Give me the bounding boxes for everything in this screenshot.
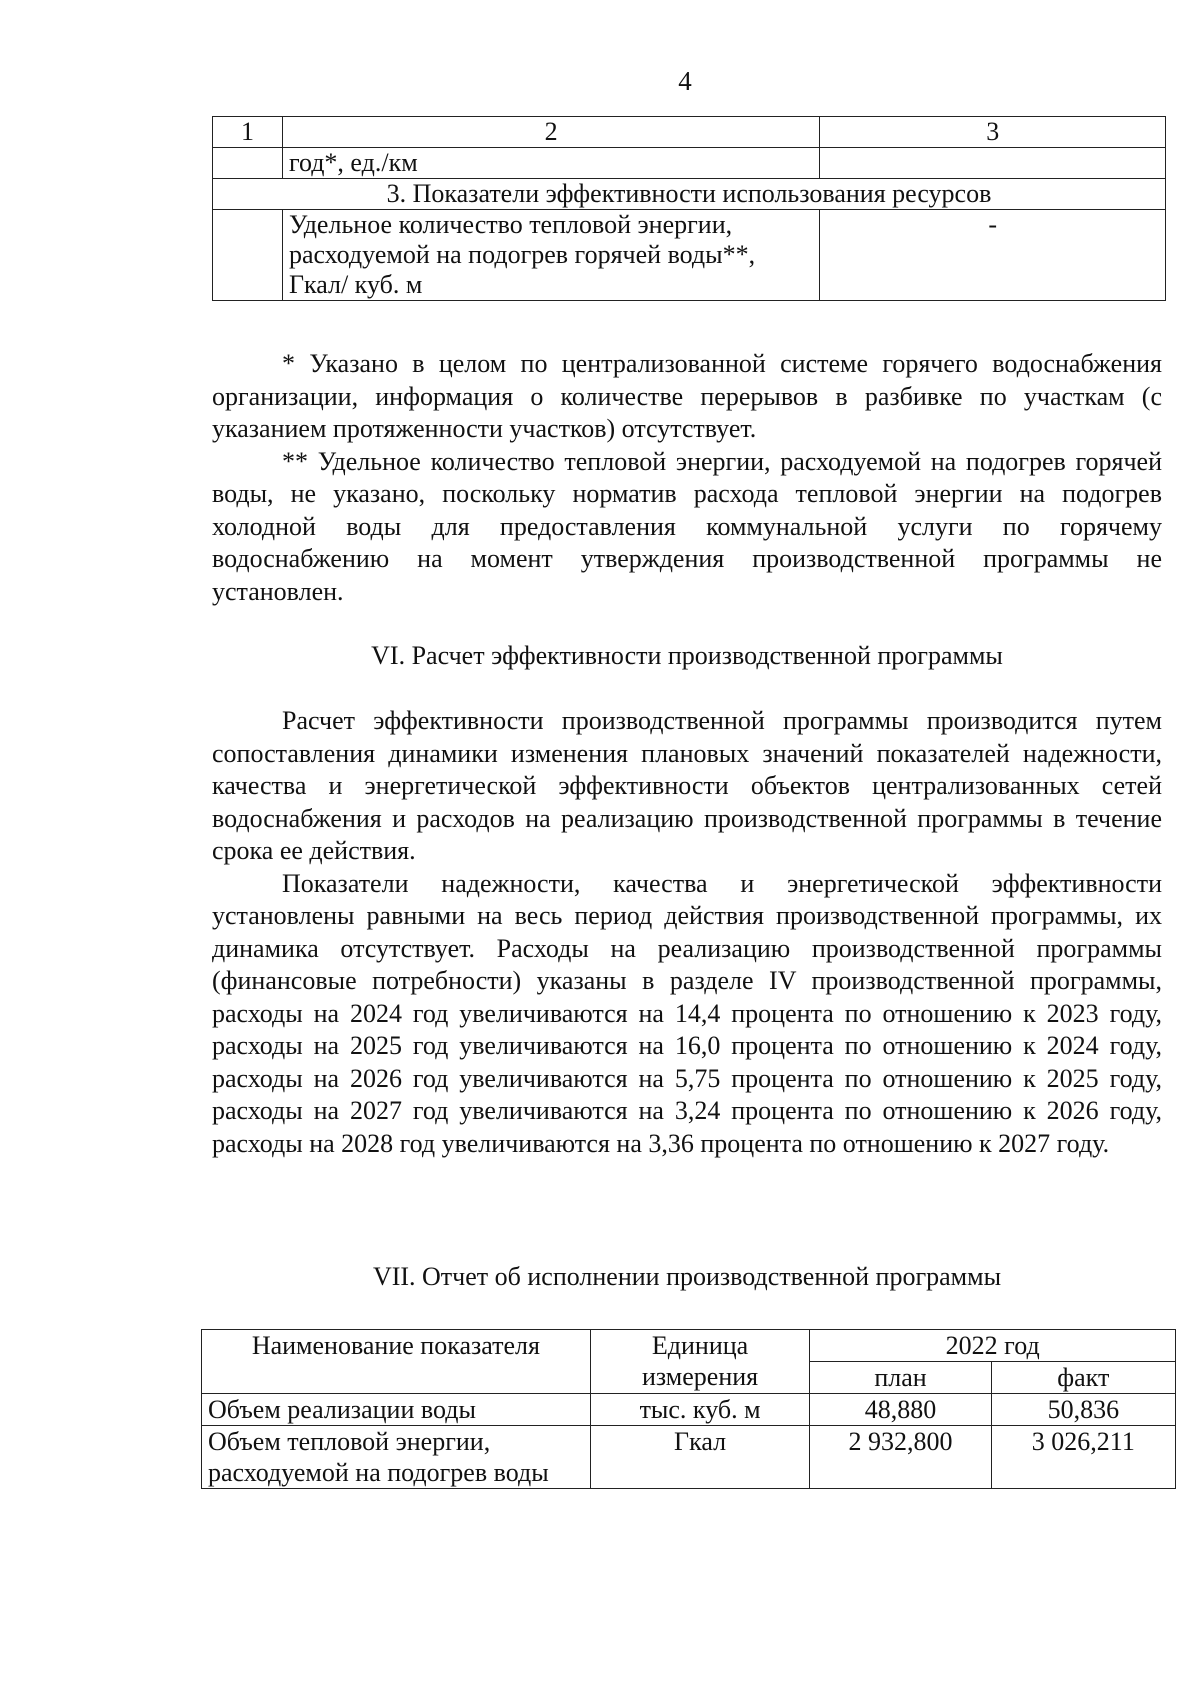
section-7-title: VII. Отчет об исполнении производственной программы bbox=[372, 1262, 1002, 1291]
empty-cell bbox=[213, 210, 283, 301]
row-unit-cell: Гкал bbox=[590, 1426, 810, 1489]
section-row bbox=[213, 179, 1166, 210]
empty-cell bbox=[820, 148, 1166, 179]
table-row bbox=[202, 1394, 1176, 1426]
section-title-cell: 3. Показатели эффективности использования ресурсов bbox=[213, 179, 1166, 210]
row-plan-cell: 48,880 bbox=[810, 1394, 991, 1426]
row-name-cell: Объем реализации воды bbox=[202, 1394, 591, 1426]
header-cell: 1 bbox=[213, 117, 283, 148]
indicator-name-cell: Удельное количество тепловой энергии, расходуемой на подогрев горячей воды**, Гкал/ куб. м bbox=[282, 210, 819, 301]
header-cell: 3 bbox=[820, 117, 1166, 148]
table-row bbox=[213, 148, 1166, 179]
table-row bbox=[202, 1426, 1176, 1489]
row-unit-cell: тыс. куб. м bbox=[590, 1394, 810, 1426]
col-name-header: Наименование показателя bbox=[202, 1330, 591, 1394]
report-table bbox=[201, 1329, 1176, 1489]
row-fact-cell: 50,836 bbox=[991, 1394, 1175, 1426]
header-cell: 2 bbox=[282, 117, 819, 148]
row-cont-cell: год*, ед./км bbox=[282, 148, 819, 179]
indicator-value-cell: - bbox=[820, 210, 1166, 301]
section-6-body bbox=[212, 705, 1162, 1160]
footnotes bbox=[212, 348, 1162, 608]
empty-cell bbox=[213, 148, 283, 179]
page-number: 4 bbox=[678, 66, 692, 96]
table-row bbox=[213, 210, 1166, 301]
col-unit-header: Единица измерения bbox=[590, 1330, 810, 1394]
footnote-2: ** Удельное количество тепловой энергии, расходуемой на подогрев горячей воды, не указано, поскольку норматив расхода тепловой энергии на подогрев холодной воды для предоставления коммунальной услуги по горячему водоснабжению на момент утверждения производственной программы не установлен. bbox=[212, 446, 1162, 606]
paragraph: Расчет эффективности производственной программы производится путем сопоставления динамики изменения плановых значений показателей надежности, качества и энергетической эффективности объектов централизованных сетей водоснабжения и расходов на реализацию производственной программы в течение срока ее действия. bbox=[212, 706, 1162, 865]
footnote-1: * Указано в целом по централизованной системе горячего водоснабжения организации, информация о количестве перерывов в разбивке по участкам (с указанием протяженности участков) отсутствует. bbox=[212, 349, 1162, 443]
paragraph: Показатели надежности, качества и энергетической эффективности установлены равными на весь период действия производственной программы, их динамика отсутствует. Расходы на реализацию производственной программы (финансовые потребности) указаны в разделе IV производственной программы, расходы на 2024 год увеличиваются на 14,4 процента по отношению к 2023 году, расходы на 2025 год увеличиваются на 16,0 процента по отношению к 2024 году, расходы на 2026 год увеличиваются на 5,75 процента по отношению к 2025 году, расходы на 2027 год увеличиваются на 3,24 процента по отношению к 2026 году, расходы на 2028 год увеличиваются на 3,36 процента по отношению к 2027 году. bbox=[212, 868, 1162, 1158]
section-6-title: VI. Расчет эффективности производственной программы bbox=[371, 641, 1003, 670]
col-plan-header: план bbox=[810, 1362, 991, 1394]
col-fact-header: факт bbox=[991, 1362, 1175, 1394]
col-year-header: 2022 год bbox=[810, 1330, 1176, 1362]
table-header-row bbox=[213, 117, 1166, 148]
row-name-cell: Объем тепловой энергии, расходуемой на подогрев воды bbox=[202, 1426, 591, 1489]
row-plan-cell: 2 932,800 bbox=[810, 1426, 991, 1489]
table-header-row bbox=[202, 1330, 1176, 1362]
row-fact-cell: 3 026,211 bbox=[991, 1426, 1175, 1489]
indicators-table bbox=[212, 116, 1166, 301]
